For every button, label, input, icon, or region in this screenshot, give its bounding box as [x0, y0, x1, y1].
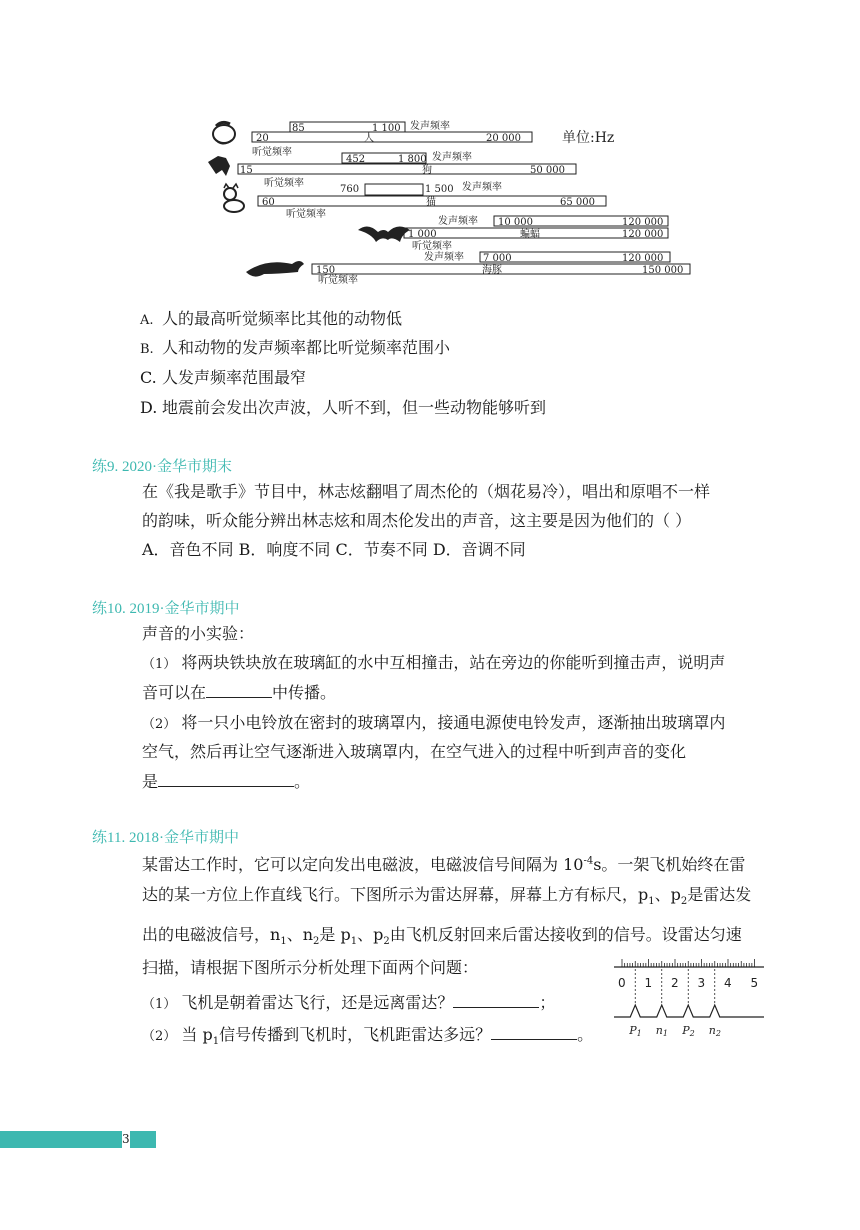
- signal-label: n2: [708, 1024, 721, 1038]
- scale-label: 4: [724, 976, 732, 990]
- q9-options: A．音色不同 B．响度不同 C．节奏不同 D．音调不同: [142, 540, 526, 559]
- footer-bar-right: [130, 1131, 156, 1148]
- q11-text-line1: 某雷达工作时，它可以定向发出电磁波，电磁波信号间隔为 $10^{-4}s$。一架飞机始终在雷: [142, 855, 746, 874]
- dog-hear-high: 50 000: [530, 165, 565, 176]
- dog-emit-high: 1 800: [398, 154, 427, 165]
- dog-icon: [208, 156, 230, 176]
- q10-part2-line3: 是 。: [142, 772, 311, 791]
- human-animal-name: 人: [364, 133, 374, 144]
- dolphin-emit-high: 120 000: [622, 253, 664, 264]
- q9-heading: 练9. 2020·金华市期末: [92, 457, 233, 475]
- q8-option-a: A. 人的最高听觉频率比其他的动物低: [140, 309, 403, 328]
- cat-animal-name: 猫: [426, 197, 436, 208]
- scale-label: 1: [644, 976, 653, 990]
- human-emit-high: 1 100: [372, 123, 401, 134]
- bat-hear-low: 1 000: [408, 229, 437, 240]
- bat-emit-low: 10 000: [498, 217, 533, 228]
- unit-label: 单位:Hz: [562, 130, 615, 146]
- page-number: 3: [122, 1132, 130, 1146]
- dog-hear-low: 15: [240, 165, 253, 176]
- q10-intro: 声音的小实验：: [142, 624, 255, 643]
- q10-heading: 练10. 2019·金华市期中: [92, 599, 240, 617]
- human-hear-low: 20: [256, 133, 269, 144]
- bat-animal-name: 蝙蝠: [520, 229, 540, 240]
- dog-hear-label: 听觉频率: [264, 178, 304, 189]
- q10-part1-line1: （1） 将两块铁块放在玻璃缸的水中互相撞击，站在旁边的你能听到撞击声，说明声: [142, 653, 726, 672]
- q8-option-b: B. 人和动物的发声频率都比听觉频率范围小: [140, 338, 451, 357]
- q11-answer-blank-2[interactable]: [491, 1025, 577, 1040]
- scale-label: 2: [671, 976, 679, 990]
- cat-emit-low: 760: [340, 184, 360, 195]
- frequency-range-figure: [200, 112, 710, 284]
- human-icon: [213, 122, 235, 143]
- human-hear-label: 听觉频率: [252, 147, 292, 158]
- scale-label: 0: [618, 976, 626, 990]
- dog-emit-label: 发声频率: [432, 152, 472, 163]
- dolphin-hear-high: 150 000: [642, 265, 684, 276]
- q10-part2-line2: 空气，然后再让空气逐渐进入玻璃罩内，在空气进入的过程中听到声音的变化: [142, 742, 687, 761]
- signal-label: P1: [629, 1024, 642, 1038]
- q11-answer-blank-1[interactable]: [453, 993, 539, 1008]
- q10-part2-line1: （2） 将一只小电铃放在密封的玻璃罩内，接通电源使电铃发声，逐渐抽出玻璃罩内: [142, 713, 726, 732]
- q10-answer-blank-1[interactable]: [206, 683, 272, 698]
- human-emit-label: 发声频率: [410, 121, 450, 132]
- q8-option-d: D. 地震前会发出次声波，人听不到，但一些动物能够听到: [140, 398, 547, 417]
- human-emit-low: 85: [292, 123, 305, 134]
- q11-part2: （2） 当 $p_1$信号传播到飞机时，飞机距雷达多远？ 。: [142, 1025, 594, 1048]
- footer-bar: [0, 1131, 122, 1148]
- cat-emit-label: 发声频率: [462, 182, 502, 193]
- dog-emit-low: 452: [346, 154, 366, 165]
- q9-text-line1: 在《我是歌手》节目中，林志炫翻唱了周杰伦的（烟花易冷），唱出和原唱不一样: [142, 482, 711, 501]
- q11-part1: （1） 飞机是朝着雷达飞行，还是远离雷达？ ；: [142, 993, 556, 1012]
- dolphin-emit-label: 发声频率: [424, 252, 464, 263]
- q9-text-line2: 的韵味，听众能分辨出林志炫和周杰伦发出的声音，这主要是因为他们的（ ）: [142, 511, 692, 530]
- dolphin-emit-low: 7 000: [483, 253, 512, 264]
- bat-hear-label: 听觉频率: [412, 241, 452, 252]
- cat-emit-high: 1 500: [425, 184, 454, 195]
- cat-hear-label: 听觉频率: [286, 209, 326, 220]
- signal-label: P2: [682, 1024, 695, 1038]
- dolphin-hear-label: 听觉频率: [318, 275, 358, 284]
- cat-hear-low: 60: [262, 197, 275, 208]
- q11-heading: 练11. 2018·金华市期中: [92, 828, 239, 846]
- q11-text-line2: 达的某一方位上作直线飞行。下图所示为雷达屏幕，屏幕上方有标尺，$p_1$、$p_2$是雷达发: [142, 885, 752, 908]
- q11-text-line3: 出的电磁波信号，$n_1$、$n_2$是 $p_1$、$p_2$由飞机反射回来后雷达接收到的信号。设雷达匀速: [142, 925, 742, 948]
- scale-label: 3: [697, 976, 706, 990]
- dolphin-hear-low: 150: [316, 265, 336, 276]
- dolphin-animal-name: 海豚: [482, 265, 502, 276]
- cat-icon: [224, 184, 244, 212]
- bat-hear-high: 120 000: [622, 229, 664, 240]
- q10-part1-line2: 音可以在 中传播。: [142, 683, 337, 702]
- bat-emit-high: 120 000: [622, 217, 664, 228]
- q10-answer-blank-2[interactable]: [158, 772, 294, 787]
- dolphin-icon: [246, 261, 304, 277]
- bat-icon: [358, 226, 410, 242]
- q11-text-line4: 扫描，请根据下图所示分析处理下面两个问题：: [142, 958, 479, 977]
- dog-animal-name: 狗: [422, 165, 432, 176]
- bat-emit-label: 发声频率: [438, 216, 478, 227]
- cat-hear-high: 65 000: [560, 197, 595, 208]
- human-hear-high: 20 000: [486, 133, 521, 144]
- q8-option-c: C. 人发声频率范围最窄: [140, 368, 307, 387]
- radar-screen-figure: [608, 955, 770, 1040]
- signal-label: n1: [655, 1024, 668, 1038]
- scale-label: 5: [750, 976, 759, 990]
